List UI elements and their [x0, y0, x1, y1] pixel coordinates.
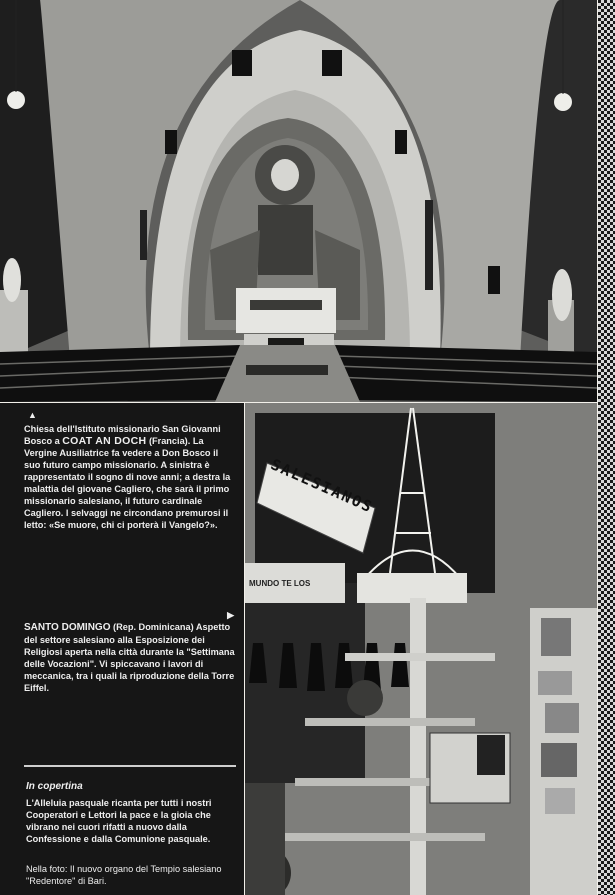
church-illustration — [0, 0, 597, 402]
church-caption-body: La Vergine Ausiliatrice fa vedere a Don Bosco il suo futuro campo missionario. A sinistra è rappresentato il sogno di nove anni; a destra la malattia del giovane Cagliero, che sarà il primo missionario salesiano, il futuro cardinale Cagliero. I selvaggi ne circondano premurosi il letto: «Se muore, chi ci porterà il Vangelo?». — [24, 436, 231, 530]
salesianos-banner-label: SALESIANOS — [268, 455, 377, 517]
church-caption — [24, 410, 236, 531]
church-caption-country: (Francia). — [146, 436, 191, 446]
church-caption-intro: Chiesa dell'Istituto missionario San Giovanni Bosco a — [24, 424, 221, 446]
exhibition-photo — [245, 403, 597, 895]
expo-caption-body: Aspetto del settore salesiano alla Esposizione dei Religiosi aperta nella città durante la "Settimana delle Vocazioni". Vi spiccavano i lavori di meccanica, tra i quali la riproduzione della Torre Eiffel. — [24, 622, 235, 693]
church-interior-photo — [0, 0, 597, 402]
mundo-sign-label: MUNDO TE LOS — [249, 579, 311, 588]
cover-photo-note: Nella foto: Il nuovo organo del Tempio salesiano "Redentore" di Bari. — [26, 864, 222, 886]
expo-caption — [24, 610, 236, 694]
expo-caption-country: (Rep. Dominicana) — [110, 622, 194, 632]
cover-body: L'Alleluia pasquale ricanta per tutti i nostri Cooperatori e Lettori la pace e la gioia che vibrano nei cuori rifatti a nuovo dalla Confessione e dalla Comunione pasquale. — [26, 798, 212, 844]
decorative-checker-border — [598, 0, 615, 895]
expo-caption-place: SANTO DOMINGO — [24, 622, 111, 633]
church-caption-place: COAT AN DOCH — [62, 435, 147, 447]
caption-column — [0, 403, 244, 895]
right-arrow-icon: ▶ — [227, 610, 234, 620]
up-arrow-icon: ▲ — [28, 410, 37, 420]
divider — [24, 765, 236, 767]
cover-title: In copertina — [26, 781, 83, 792]
